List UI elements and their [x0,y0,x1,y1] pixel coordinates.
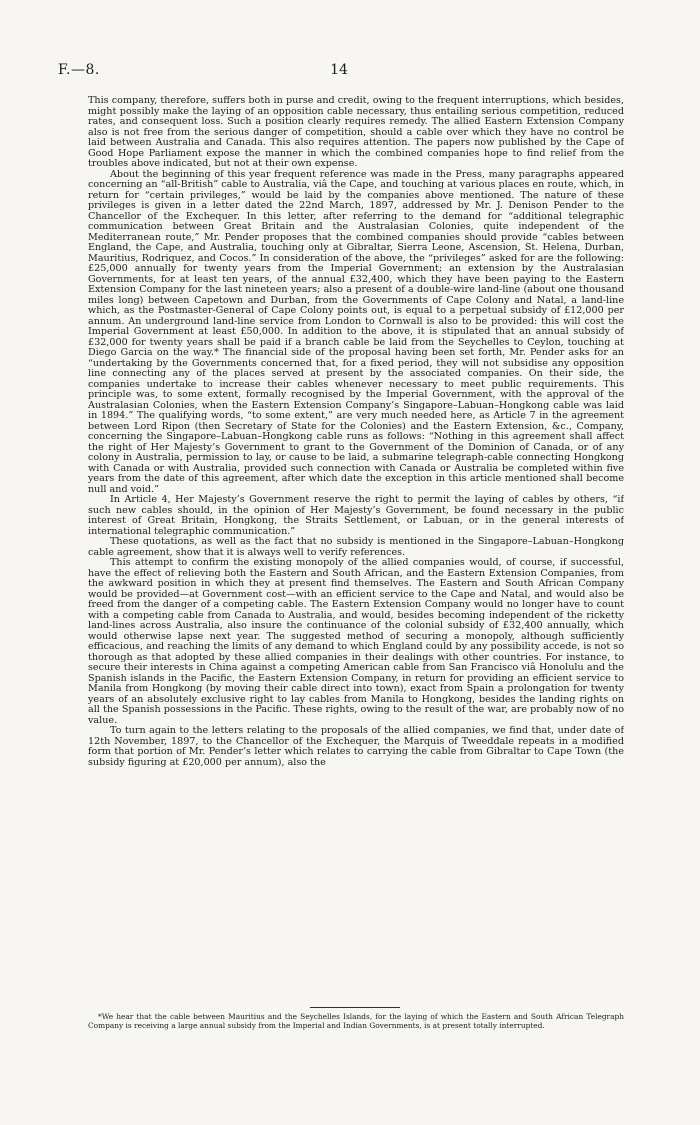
paragraph: This company, therefore, suffers both in purse and credit, owing to the frequent interruptions, which besides, might possibly make the laying of an opposition cable necessary, thus entailing serious competition, reduced rates, and consequent loss. Such a position clearly requires remedy. The allied Eastern Extension Company also is not free from the serious danger of competition, should a cable over which they have no control be laid between Australia and Canada. This also requires attention. The papers now published by the Cape of Good Hope Parliament expose the manner in which the combined companies hope to find relief from the troubles above indicated, but not at their own expense. [88,96,624,169]
document-reference: F.—8. [58,62,100,78]
page-number: 14 [330,62,348,78]
body-text [88,96,624,996]
paragraph: This attempt to confirm the existing monopoly of the allied companies would, of course, if successful, have the effect of relieving both the Eastern and South African, and the Eastern Extension Companies, from the awkward position in which they at present find themselves. The Eastern and South African Company would be provided—at Government cost—with an efficient service to the Cape and Natal, and would also be freed from the danger of a competing cable. The Eastern Extension Company would no longer have to count with a competing cable from Canada to Australia, and would, besides becoming independent of the ricketty land-lines across Australia, also insure the continuance of the colonial subsidy of £32,400 annually, which would otherwise lapse next year. The suggested method of securing a monopoly, although sufficiently efficacious, and reaching the limits of any demand to which England could by any possibility accede, is not so thorough as that adopted by these allied companies in their dealings with other countries. For instance, to secure their interests in China against a competing American cable from San Francisco viâ Honolulu and the Spanish islands in the Pacific, the Eastern Extension Company, in return for providing an efficient service to Manila from Hongkong (by moving their cable direct into town), exact from Spain a prolongation for twenty years of an absolutely exclusive right to lay cables from Manila to Hongkong, besides the landing rights on all the Spanish possessions in the Pacific. These rights, owing to the result of the war, are probably now of no value. [88,557,624,726]
paragraph: To turn again to the letters relating to the proposals of the allied companies, we find that, under date of 12th November, 1897, to the Chancellor of the Exchequer, the Marquis of Tweeddale repeats in a modified form that portion of Mr. Pender’s letter which relates to carrying the cable from Gibraltar to Cape Town (the subsidy figuring at £20,000 per annum), also the [88,725,624,768]
paragraph: In Article 4, Her Majesty’s Government reserve the right to permit the laying of cables by others, “if such new cables should, in the opinion of Her Majesty’s Government, be found necessary in the public interest of Great Britain, Hongkong, the Straits Settlement, or Labuan, or in the general interests of international telegraphic communication.” [88,494,624,537]
page-header [58,62,620,82]
paragraph: These quotations, as well as the fact that no subsidy is mentioned in the Singapore–Labuan–Hongkong cable agreement, show that it is always well to verify references. [88,536,624,558]
footnote-rule [310,1007,400,1008]
footnote: *We hear that the cable between Mauritius and the Seychelles Islands, for the laying of which the Eastern and South African Telegraph Company is receiving a large annual subsidy from the Imperial and Indian Governments, is at present totally interrupted. [88,1012,624,1030]
paragraph: About the beginning of this year frequent reference was made in the Press, many paragraphs appeared concerning an “all-British” cable to Australia, viâ the Cape, and touching at various places en route, which, in return for “certain privileges,” would be laid by the companies above mentioned. The nature of these privileges is given in a letter dated the 22nd March, 1897, addressed by Mr. J. Denison Pender to the Chancellor of the Exchequer. In this letter, after referring to the demand for “additional telegraphic communication between Great Britain and the Australasian Colonies, quite independent of the Mediterranean route,” Mr. Pender proposes that the combined companies should provide “cables between England, the Cape, and Australia, touching only at Gibraltar, Sierra Leone, Ascension, St. Helena, Durban, Mauritius, Rodriquez, and Cocos.” In consideration of the above, the “privileges” asked for are the following: £25,000 annually for twenty years from the Imperial Government; an extension by the Australasian Governments, for at least ten years, of the annual £32,400, which they have been paying to the Eastern Extension Company for the last nineteen years; also a present of a double-wire land-line (about one thousand miles long) between Capetown and Durban, from the Governments of Cape Colony and Natal, a land-line which, as the Postmaster-General of Cape Colony points out, is equal to a perpetual subsidy of £12,000 per annum. An underground land-line service from London to Cornwall is also to be provided: this will cost the Imperial Government at least £50,000. In addition to the above, it is stipulated that an annual subsidy of £32,000 for twenty years shall be paid if a branch cable be laid from the Seychelles to Ceylon, touching at Diego Garcia on the way.* The financial side of the proposal having been set forth, Mr. Pender asks for an “undertaking by the Governments concerned that, for a fixed period, they will not subsidise any opposition line connecting any of the places served at present by the associated companies. On their side, the companies undertake to increase their cables whenever necessary to meet public requirements. This principle was, to some extent, formally recognised by the Imperial Government, with the approval of the Australasian Colonies, when the Eastern Extension Company’s Singapore–Labuan–Hongkong cable was laid in 1894.” The qualifying words, “to some extent,” are very much needed here, as Article 7 in the agreement between Lord Ripon (then Secretary of State for the Colonies) and the Eastern Extension, &c., Company, concerning the Singapore–Labuan–Hongkong cable runs as follows: “Nothing in this agreement shall affect the right of Her Majesty’s Government to grant to the Government of the Dominion of Canada, or of any colony in Australia, permission to lay, or cause to be laid, a submarine telegraph-cable connecting Hongkong with Canada or with Australia, provided such connection with Canada or Australia be completed within five years from the date of this agreement, after which date the exception in this article mentioned shall become null and void.” [88,168,624,495]
